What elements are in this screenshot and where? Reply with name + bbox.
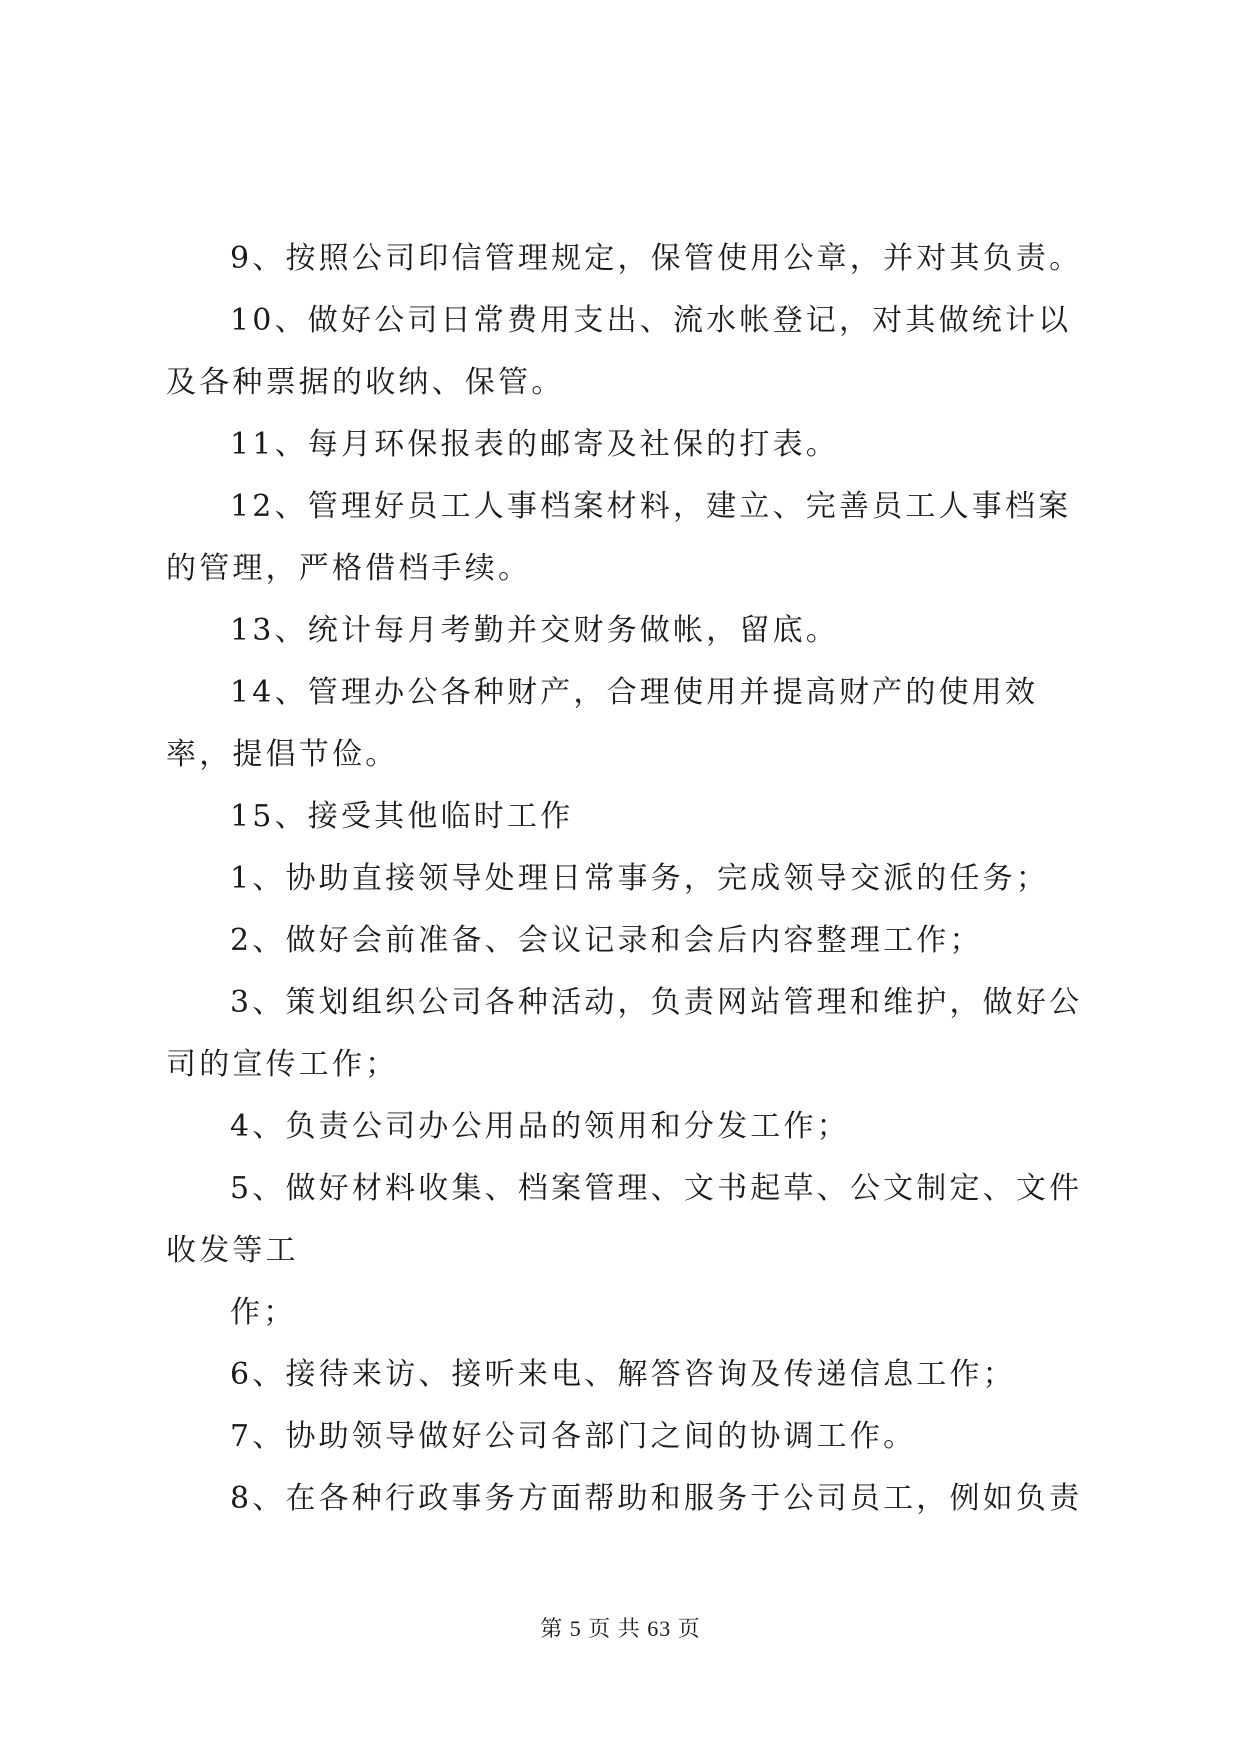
paragraph-13: 13、统计每月考勤并交财务做帐，留底。 [230, 613, 839, 648]
paragraph-1: 1、协助直接领导处理日常事务，完成领导交派的任务； [230, 861, 1050, 896]
paragraph-14: 14、管理办公各种财产，合理使用并提高财产的使用效率，提倡节俭。 [166, 675, 1039, 772]
paragraph-10: 10、做好公司日常费用支出、流水帐登记，对其做统计以及各种票据的收纳、保管。 [166, 303, 1072, 400]
page-footer: 第 5 页 共 63 页 [540, 1616, 701, 1641]
paragraph-5-continued: 作； [230, 1295, 297, 1330]
paragraph-3: 3、策划组织公司各种活动，负责网站管理和维护，做好公司的宣传工作； [166, 985, 1083, 1082]
paragraph-12: 12、管理好员工人事档案材料，建立、完善员工人事档案的管理，严格借档手续。 [166, 489, 1072, 586]
paragraph-15: 15、接受其他临时工作 [230, 799, 574, 834]
paragraph-7: 7、协助领导做好公司各部门之间的协调工作。 [230, 1419, 917, 1454]
body-text [166, 228, 1086, 1530]
paragraph-8: 8、在各种行政事务方面帮助和服务于公司员工，例如负责 [230, 1481, 1083, 1516]
paragraph-5: 5、做好材料收集、档案管理、文书起草、公文制定、文件收发等工 [166, 1171, 1083, 1268]
paragraph-11: 11、每月环保报表的邮寄及社保的打表。 [230, 427, 839, 462]
paragraph-2: 2、做好会前准备、会议记录和会后内容整理工作； [230, 923, 983, 958]
paragraph-4: 4、负责公司办公用品的领用和分发工作； [230, 1109, 850, 1144]
paragraph-9: 9、按照公司印信管理规定，保管使用公章，并对其负责。 [230, 241, 1083, 276]
paragraph-6: 6、接待来访、接听来电、解答咨询及传递信息工作； [230, 1357, 1016, 1392]
